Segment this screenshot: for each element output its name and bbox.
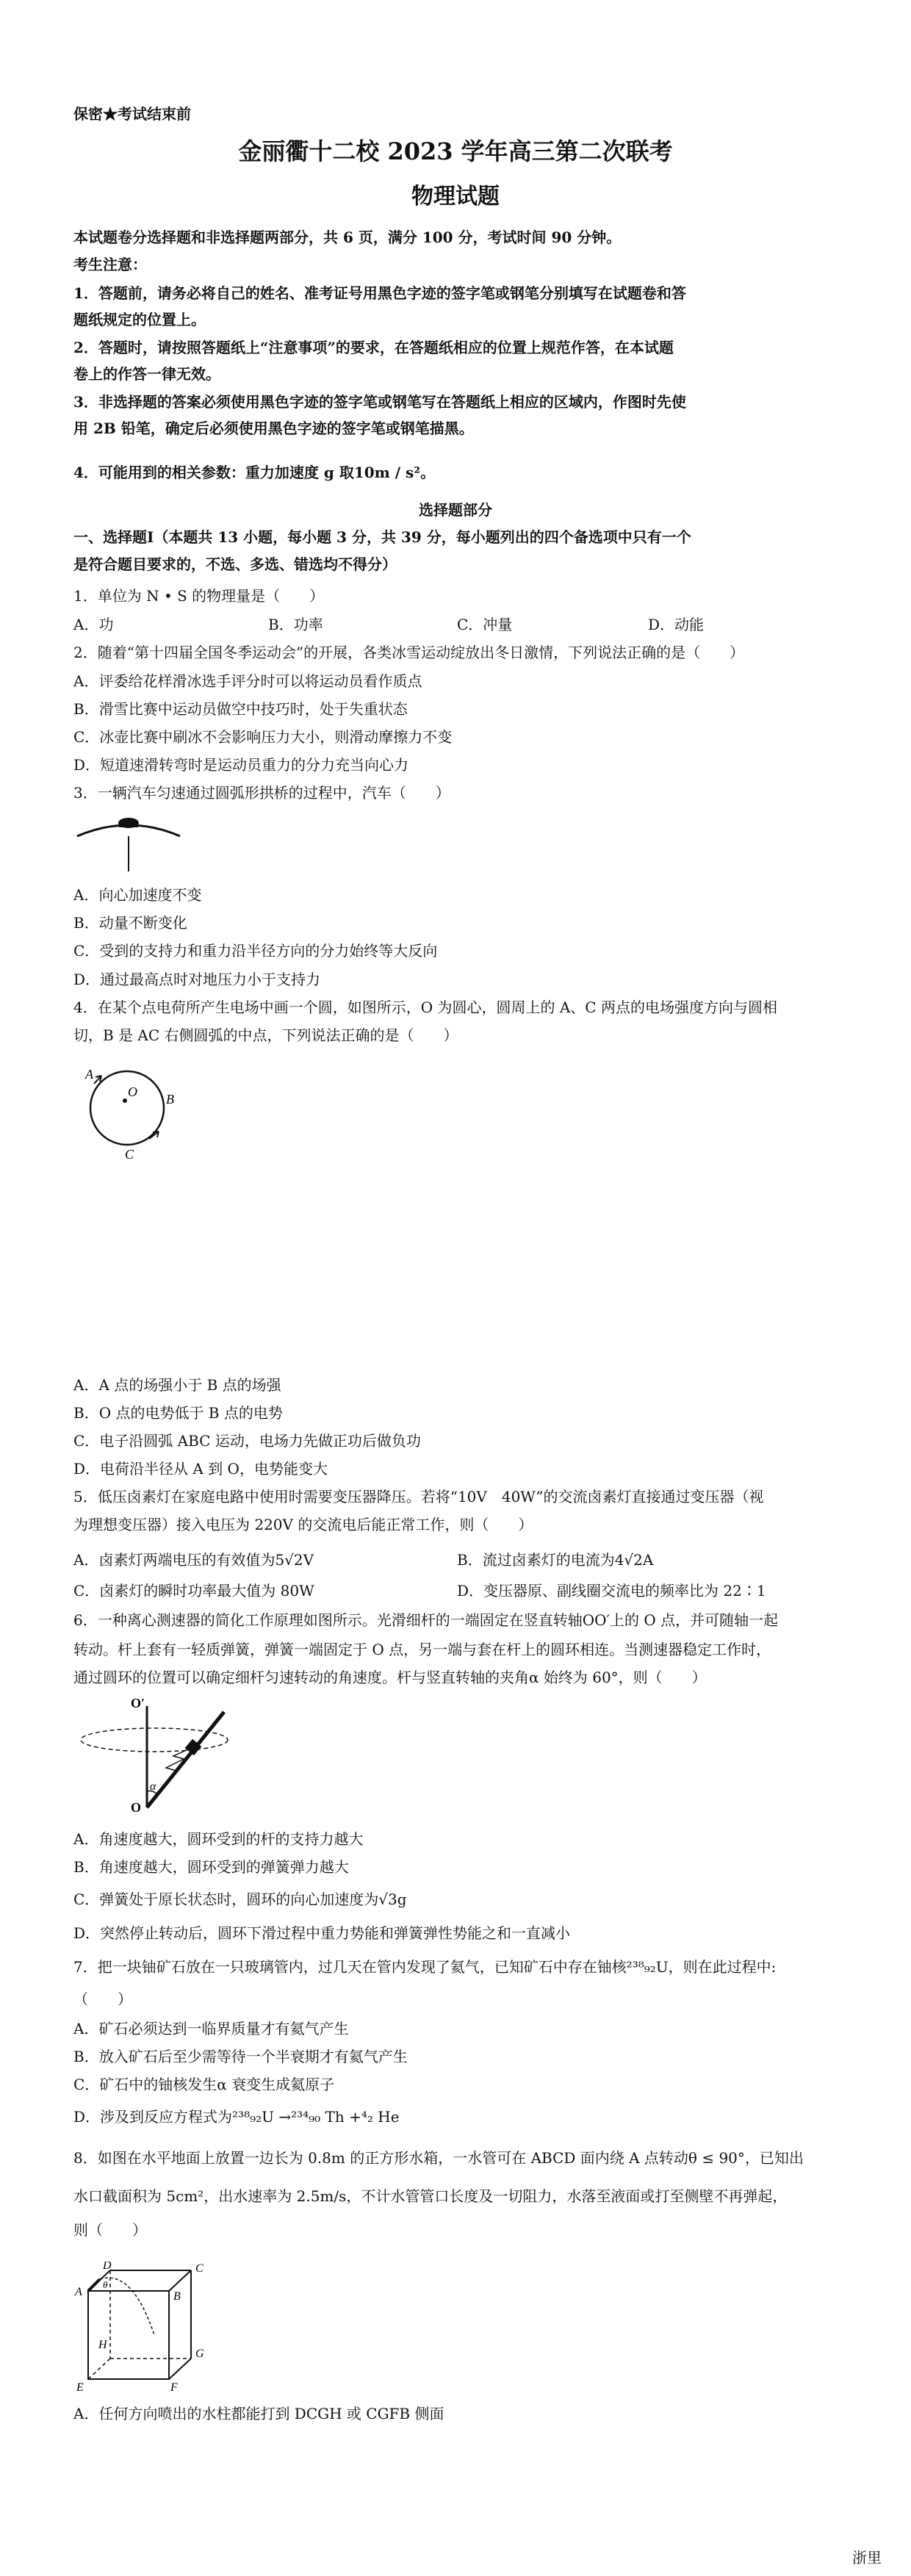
q8-stem: 8．如图在水平地面上放置一边长为 0.8m 的正方形水箱，一水管可在 ABCD 面内绕 A 点转动θ ≤ 90°，已知出 <box>73 2149 804 2167</box>
q7-option-d: D．涉及到反应方程式为²³⁸₉₂U →²³⁴₉₀ Th +⁴₂ He <box>73 2108 400 2126</box>
exam-title: 金丽衢十二校 2023 学年高三第二次联考 <box>238 137 673 165</box>
q6-option-b: B．角速度越大，圆环受到的弹簧弹力越大 <box>73 1858 349 1876</box>
label-a: A <box>75 2286 82 2298</box>
q1-option-d: D．动能 <box>648 616 705 633</box>
q2-option-b: B．滑雪比赛中运动员做空中技巧时，处于失重状态 <box>73 700 408 718</box>
q7-option-a: A．矿石必须达到一临界质量才有氦气产生 <box>73 2020 349 2037</box>
label-f: F <box>170 2381 178 2394</box>
label-c: C <box>195 2262 204 2275</box>
part1-instructions: 是符合题目要求的，不选、多选、错选均不得分） <box>73 555 397 573</box>
label-g: G <box>195 2347 204 2360</box>
q5-option-d: D．变压器原、副线圈交流电的频率比为 22∶1 <box>457 1582 766 1600</box>
q1-option-b: B．功率 <box>268 616 323 633</box>
q6-option-a: A．角速度越大，圆环受到的杆的支持力越大 <box>73 1830 364 1848</box>
q6-stem: 6．一种离心测速器的简化工作原理如图所示。光滑细杆的一端固定在竖直转轴OO′上的 O 点，并可随轴一起 <box>73 1611 779 1629</box>
label-theta: θ <box>103 2279 108 2290</box>
note-line: 题纸规定的位置上。 <box>73 311 206 328</box>
note-line: 4．可能用到的相关参数：重力加速度 g 取10m / s²。 <box>73 464 436 481</box>
label-b: B <box>173 2290 181 2303</box>
q4-option-d: D．电荷沿半径从 A 到 O，电势能变大 <box>73 1460 328 1478</box>
q5-stem: 为理想变压器）接入电压为 220V 的交流电后能正常工作，则（ ） <box>73 1516 533 1533</box>
q2-option-a: A．评委给花样滑冰选手评分时可以将运动员看作质点 <box>73 672 422 690</box>
q6-option-c: C．弹簧处于原长状态时，圆环的向心加速度为√3g <box>73 1890 407 1908</box>
label-o: O <box>131 1800 142 1815</box>
q6-option-d: D．突然停止转动后，圆环下滑过程中重力势能和弹簧弹性势能之和一直减小 <box>73 1924 571 1942</box>
q4-option-b: B．O 点的电势低于 B 点的电势 <box>73 1404 283 1422</box>
q4-option-a: A．A 点的场强小于 B 点的场强 <box>73 1376 281 1394</box>
label-a: A <box>85 1067 93 1082</box>
q5-option-c: C．卤素灯的瞬时功率最大值为 80W <box>73 1582 314 1600</box>
q5-stem: 5．低压卤素灯在家庭电路中使用时需要变压器降压。若将“10V 40W”的交流卤素灯直接通过变压器（视 <box>73 1488 764 1505</box>
label-d: D <box>103 2262 112 2272</box>
note-line: 3．非选择题的答案必须使用黑色字迹的签字笔或钢笔写在答题纸上相应的区域内，作图时先使 <box>73 393 686 411</box>
q7-stem: 7．把一块铀矿石放在一只玻璃管内，过几天在管内发现了氦气，已知矿石中存在铀核²³⁸₉₂U，则在此过程中: <box>73 1958 777 1976</box>
section-heading: 选择题部分 <box>419 501 492 519</box>
q6-stem: 转动。杆上套有一轻质弹簧，弹簧一端固定于 O 点，另一端与套在杆上的圆环相连。当测速器稳定工作时， <box>73 1641 771 1658</box>
q4-stem: 切，B 是 AC 右侧圆弧的中点，下列说法正确的是（ ） <box>73 1026 458 1044</box>
label-alpha: α <box>150 1780 156 1793</box>
arch-bridge-figure <box>73 814 184 873</box>
label-c: C <box>125 1147 134 1161</box>
q6-stem: 通过圆环的位置可以确定细杆匀速转动的角速度。杆与竖直转轴的夹角α 始终为 60°，则（ ） <box>73 1669 707 1686</box>
q7-option-c: C．矿石中的铀核发生α 衰变生成氦原子 <box>73 2076 335 2093</box>
exam-subtitle: 物理试题 <box>411 184 500 209</box>
q1-option-c: C．冲量 <box>457 616 513 633</box>
label-b: B <box>166 1092 174 1107</box>
label-e: E <box>76 2381 84 2394</box>
q8-stem: 水口截面积为 5cm²，出水速率为 2.5m/s，不计水管管口长度及一切阻力，水落至液面或打至侧壁不再弹起， <box>73 2187 788 2205</box>
note-line: 1．答题前，请务必将自己的姓名、准考证号用黑色字迹的签字笔或钢笔分别填写在试题卷和答 <box>73 284 686 302</box>
q4-option-c: C．电子沿圆弧 ABC 运动，电场力先做正功后做负功 <box>73 1432 421 1450</box>
note-line: 用 2B 铅笔，确定后必须使用黑色字迹的签字笔或钢笔描黑。 <box>73 420 474 437</box>
label-o: O <box>128 1084 137 1099</box>
label-o-prime: O′ <box>131 1697 145 1710</box>
q3-option-d: D．通过最高点时对地压力小于支持力 <box>73 971 321 988</box>
q3-option-c: C．受到的支持力和重力沿半径方向的分力始终等大反向 <box>73 942 438 960</box>
circle-field-figure <box>79 1058 182 1161</box>
q1-stem: 1．单位为 N • S 的物理量是（ ） <box>73 587 325 605</box>
water-tank-figure <box>73 2262 220 2394</box>
q5-option-a: A．卤素灯两端电压的有效值为5√2V <box>73 1551 314 1569</box>
q8-stem: 则（ ） <box>73 2221 147 2239</box>
q5-option-b: B．流过卤素灯的电流为4√2A <box>457 1551 654 1569</box>
confidential-label: 保密★考试结束前 <box>73 105 191 123</box>
q7-option-b: B．放入矿石后至少需等待一个半衰期才有氦气产生 <box>73 2048 408 2065</box>
label-h: H <box>98 2339 107 2351</box>
q4-stem: 4．在某个点电荷所产生电场中画一个圆，如图所示，O 为圆心，圆周上的 A、C 两点的电场强度方向与圆相 <box>73 999 777 1016</box>
q7-stem: （ ） <box>73 1990 132 2008</box>
intro-summary: 本试题卷分选择题和非选择题两部分，共 6 页，满分 100 分，考试时间 90 分钟。 <box>73 229 622 246</box>
note-line: 2．答题时，请按照答题纸上“注意事项”的要求，在答题纸相应的位置上规范作答，在本试题 <box>73 339 674 356</box>
centrifugal-figure <box>73 1697 257 1815</box>
q1-option-a: A．功 <box>73 616 114 633</box>
q2-stem: 2．随着“第十四届全国冬季运动会”的开展，各类冰雪运动绽放出冬日激情，下列说法正确的是（ ） <box>73 644 745 661</box>
q8-option-a: A．任何方向喷出的水柱都能打到 DCGH 或 CGFB 侧面 <box>73 2405 444 2422</box>
page-footer-mark: 浙里 <box>852 2549 882 2566</box>
q3-option-a: A．向心加速度不变 <box>73 886 202 904</box>
q2-option-d: D．短道速滑转弯时是运动员重力的分力充当向心力 <box>73 756 409 774</box>
q2-option-c: C．冰壶比赛中刷冰不会影响压力大小，则滑动摩擦力不变 <box>73 728 453 746</box>
q3-option-b: B．动量不断变化 <box>73 914 187 932</box>
q3-stem: 3．一辆汽车匀速通过圆弧形拱桥的过程中，汽车（ ） <box>73 784 450 802</box>
note-line: 卷上的作答一律无效。 <box>73 365 220 383</box>
part1-instructions: 一、选择题Ⅰ（本题共 13 小题，每小题 3 分，共 39 分，每小题列出的四个备选项中只有一个 <box>73 528 691 546</box>
notice-title: 考生注意： <box>73 256 147 273</box>
